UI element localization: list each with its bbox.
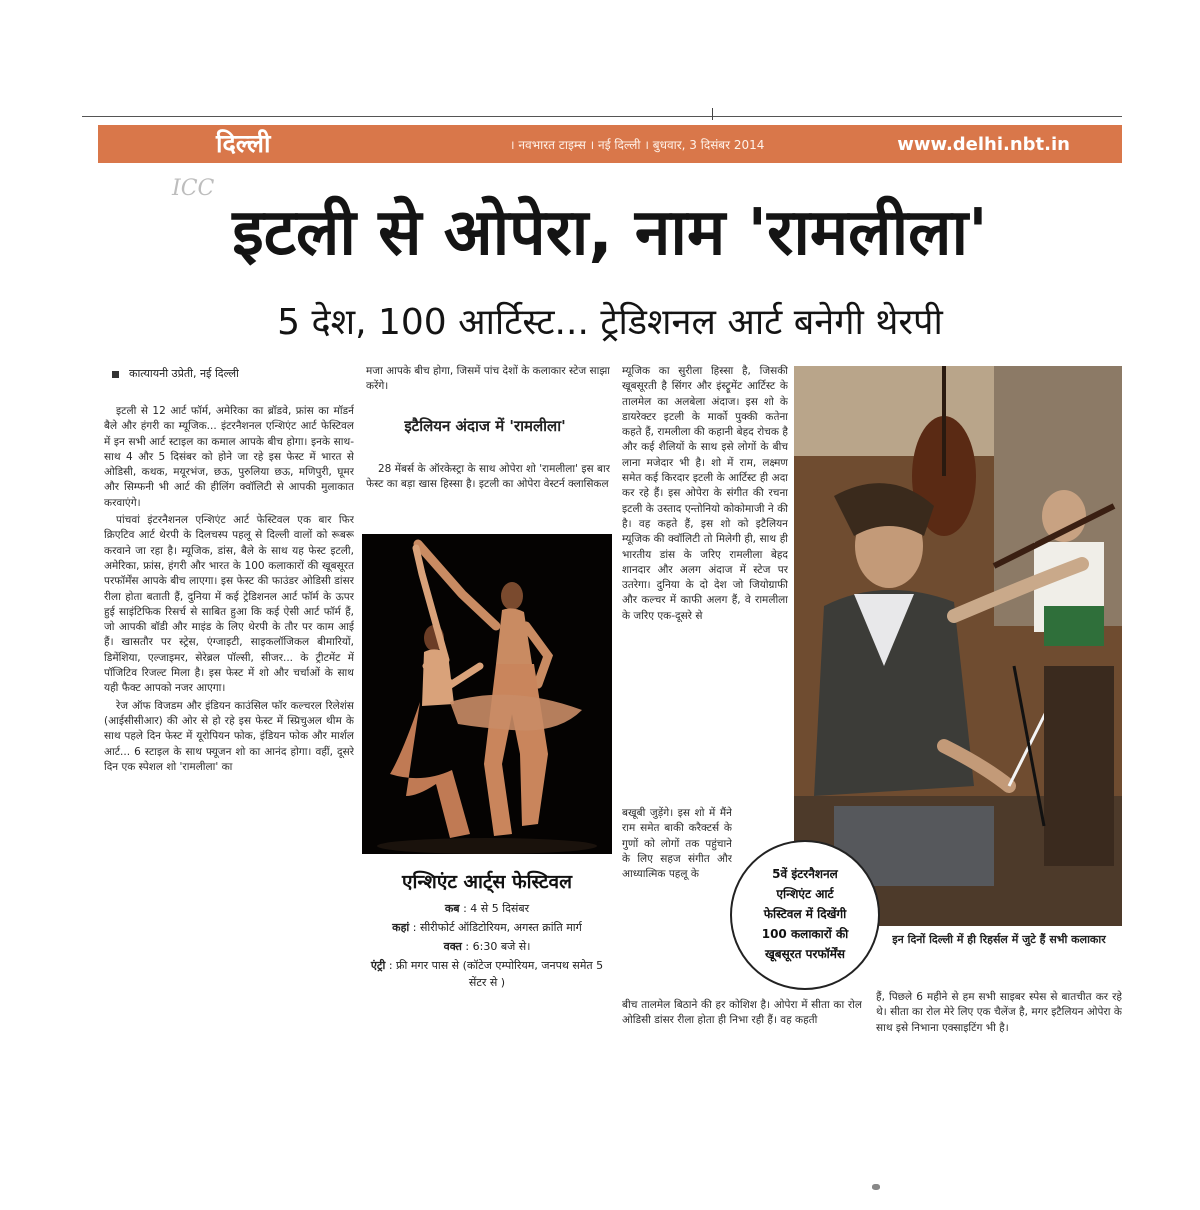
bullet-square-icon bbox=[112, 371, 119, 378]
where-value: : सीरीफोर्ट ऑडिटोरियम, अगस्त क्रांति मार्ग bbox=[412, 921, 582, 934]
infobox-where bbox=[364, 919, 610, 936]
scan-speck bbox=[872, 1184, 880, 1190]
article-column-2-top bbox=[366, 364, 610, 400]
dancers-photo bbox=[362, 534, 612, 854]
callout-line: 5वें इंटरनैशनल bbox=[772, 867, 838, 881]
time-label: वक्त bbox=[443, 940, 462, 953]
dancers-illustration bbox=[362, 534, 612, 854]
rehearsal-photo bbox=[794, 366, 1122, 926]
entry-value: : फ्री मगर पास से (कॉटेज एम्पोरियम, जनपथ समेत 5 सेंटर से ) bbox=[388, 959, 604, 989]
rehearsal-illustration bbox=[794, 366, 1122, 926]
masthead-date: । नवभारत टाइम्स । नई दिल्ली । बुधवार, 3 दिसंबर 2014 bbox=[510, 138, 765, 152]
infobox-when bbox=[364, 900, 610, 917]
subheadline: 5 देश, 100 आर्टिस्ट... ट्रेडिशनल आर्ट बनेगी थेरपी bbox=[277, 302, 943, 343]
paragraph: 28 मेंबर्स के ऑरकेस्ट्रा के साथ ओपेरा शो 'रामलीला' इस बार फेस्ट का बड़ा खास हिस्सा है। इटली का ओपेरा वेस्टर्न क्लासिकल bbox=[366, 463, 610, 491]
infobox-title: एन्शिएंट आर्ट्स फेस्टिवल bbox=[402, 871, 572, 893]
infobox-entry bbox=[364, 957, 610, 991]
section-title: दिल्ली bbox=[216, 129, 271, 158]
article-column-2-mid bbox=[366, 462, 610, 526]
article-column-3-bottom bbox=[622, 998, 862, 1068]
top-rule bbox=[82, 116, 1122, 117]
article-column-4-bottom bbox=[876, 990, 1122, 1060]
time-value: : 6:30 बजे से। bbox=[465, 940, 531, 953]
paragraph: बखूबी जुड़ेंगे। इस शो में मैंने राम समेत बाकी करैक्टर्स के गुणों को लोगों तक पहुंचाने के लिए सहज संगीत और आध्यात्मिक पहलू के bbox=[622, 807, 732, 881]
article-column-3 bbox=[622, 364, 788, 804]
article-column-1 bbox=[104, 404, 354, 1069]
callout-line: 100 कलाकारों की bbox=[761, 927, 849, 941]
paragraph: म्यूजिक का सुरीला हिस्सा है, जिसकी खूबसूरती है सिंगर और इंस्ट्रूमेंट आर्टिस्ट के तालमेल का अलबेला अंदाज। इस शो के डायरेक्टर इटली के मार्को पुक्की कतेना कहते हैं, रामलीला की कहानी बेहद रोचक है और कई शैलियों के साथ इसे लोगों के बीच लाना मजेदार भी है। शो में राम, लक्ष्मण समेत कई किरदार इटली के आर्टिस्ट ही अदा कर रहे हैं। इस ओपेरा के संगीत की रचना इटली के उस्ताद एन्तोनियो कोकोमाजी ने की है। वह कहते हैं, इस शो को इटैलियन म्यूजिक की क्वॉलिटी तो मिलेगी ही, साथ ही भारतीय डांस के जरिए रामलीला बेहद शानदार और अलग अंदाज में स्टेज पर उतरेगा। दुनिया के दो देश जो जियोग्राफी और कल्चर में काफी अलग हैं, वे रामलीला के जरिए एक-दूसरे से bbox=[622, 365, 788, 622]
byline-text: कात्यायनी उप्रेती, नई दिल्ली bbox=[129, 367, 239, 380]
paragraph: इटली से 12 आर्ट फॉर्म, अमेरिका का ब्रॉडवे, फ्रांस का मॉडर्न बैले और हंगरी का म्यूजिक... इंटरनैशनल एन्शिएंट आर्ट फेस्टिवल में इन सभी आर्ट स्टाइल का कमाल आपके बीच होगा। इनके साथ-साथ 4 और 5 दिसंबर को होने जा रहे इस फेस्ट में भारत से ओडिसी, कथक, मयूरभंज, छऊ, पुरुलिया छऊ, मणिपुरी, घूमर और सिम्फनी भी आर्ट की हीलिंग क्वॉलिटी से आपकी मुलाकात करवाएंगे। bbox=[104, 405, 354, 509]
paragraph: रेज ऑफ विजडम और इंडियन काउंसिल फॉर कल्चरल रिलेशंस (आईसीसीआर) की ओर से हो रहे इस फेस्ट में स्प्रिचुअल थीम के साथ पहले दिन फेस्ट में यूरोपियन फोक, इंडियन फोक और मार्शल आर्ट... 6 स्टाइल के साथ फ्यूजन शो का आनंद होगा। वहीं, दूसरे दिन एक स्पेशल शो 'रामलीला' का bbox=[104, 699, 354, 773]
paragraph: मजा आपके बीच होगा, जिसमें पांच देशों के कलाकार स्टेज साझा करेंगे। bbox=[366, 365, 610, 393]
entry-label: एंट्री bbox=[370, 959, 386, 972]
callout-line: एन्शिएंट आर्ट bbox=[776, 887, 834, 901]
paragraph: पांचवां इंटरनैशनल एन्शिएंट आर्ट फेस्टिवल एक बार फिर क्रिएटिव आर्ट थेरपी के दिलचस्प पहलू से दिल्ली वालों को रूबरू करवाने जा रहा है। म्यूजिक, डांस, बैले के साथ यह फेस्ट इटली, अमेरिका, फ्रांस, हंगरी और भारत के 100 कलाकारों की खूबसूरत परफॉर्मेंस आपके बीच लाएगा। इस फेस्ट की फाउंडर ओडिसी डांसर रीला होता बताती हैं, दुनिया में कई ट्रेडिशनल आर्ट फॉर्म के ऊपर हुई साइंटिफिक रिसर्च से साबित हुआ कि कई ऐसी आर्ट फॉर्म हैं, जो आपकी बॉडी और माइंड के लिए थेरपी के तौर पर काम आई हैं। खासतौर पर स्ट्रेस, एंग्जाइटी, साइकलॉजिकल बीमारियों, डिमेंशिया, एल्जाइमर, सेरेब्रल पॉल्सी, सीजर... के ट्रीटमेंट में पॉजिटिव रिजल्ट मिला है। इस फेस्ट में शो और चर्चाओं के साथ यही फैक्ट आपको नजर आएगा। bbox=[104, 514, 354, 695]
paragraph: बीच तालमेल बिठाने की हर कोशिश है। ओपेरा में सीता का रोल ओडिसी डांसर रीला होता ही निभा रही हैं। वह कहती bbox=[622, 999, 862, 1027]
callout-line: फेस्टिवल में दिखेंगी bbox=[763, 907, 847, 921]
paragraph: हैं, पिछले 6 महीने से हम सभी साइबर स्पेस से बातचीत कर रहे थे। सीता का रोल मेरे लिए एक चैलेंज है, मगर इटैलियन ओपेरा के साथ इसे निभाना एक्साइटिंग भी है। bbox=[876, 991, 1122, 1034]
column-subheading: इटैलियन अंदाज में 'रामलीला' bbox=[404, 417, 566, 435]
article-column-3-narrow bbox=[622, 806, 732, 996]
callout-circle bbox=[730, 840, 880, 990]
when-value: : 4 से 5 दिसंबर bbox=[463, 902, 530, 915]
infobox-time bbox=[364, 938, 610, 955]
rehearsal-photo-caption: इन दिनों दिल्ली में ही रिहर्सल में जुटे हैं सभी कलाकार bbox=[892, 933, 1106, 946]
site-url[interactable]: www.delhi.nbt.in bbox=[897, 134, 1070, 155]
headline: इटली से ओपेरा, नाम 'रामलीला' bbox=[232, 196, 988, 270]
when-label: कब bbox=[444, 902, 460, 915]
where-label: कहां bbox=[392, 921, 410, 934]
top-tick bbox=[712, 108, 713, 120]
festival-infobox bbox=[364, 862, 610, 1062]
callout-line: खूबसूरत परफॉर्मेंस bbox=[764, 947, 846, 961]
section-band bbox=[98, 125, 1122, 163]
byline bbox=[112, 366, 239, 381]
pencil-scribble: ICC bbox=[172, 176, 215, 201]
